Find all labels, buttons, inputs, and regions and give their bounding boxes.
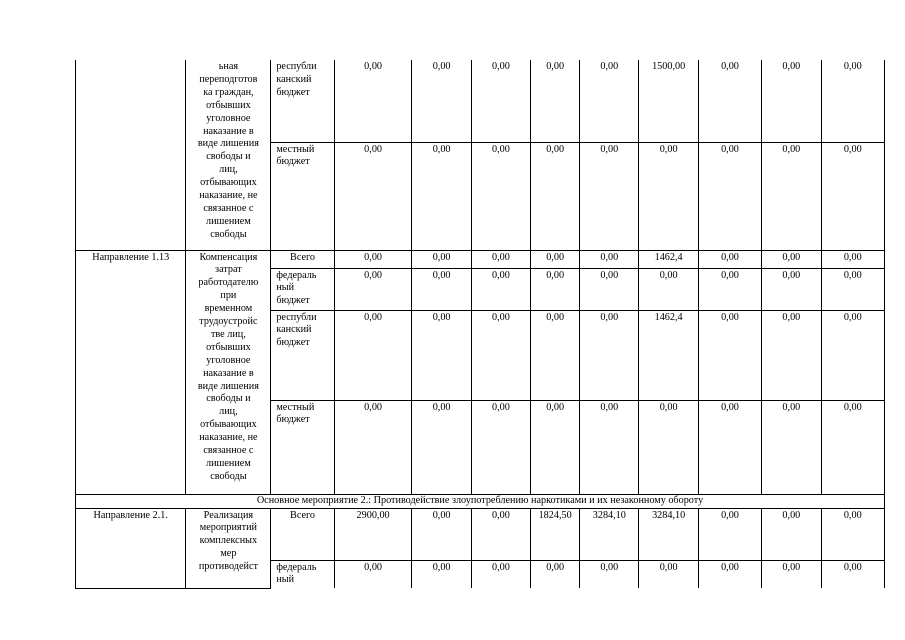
text-line: ка граждан, [203, 86, 254, 98]
value-cell: 2900,00 [334, 508, 412, 560]
value-cell: 0,00 [334, 560, 412, 588]
value-cell: 0,00 [580, 268, 639, 310]
value-cell: 0,00 [531, 142, 580, 250]
value-cell: 0,00 [531, 560, 580, 588]
text-line: ьная [218, 61, 239, 72]
value-cell: 0,00 [698, 268, 761, 310]
value-cell: 0,00 [334, 250, 412, 268]
text-line: бюджет [276, 86, 310, 98]
value-cell: 0,00 [531, 400, 580, 494]
text-line: отбывающих [200, 177, 257, 189]
text-line: лишением [206, 458, 251, 469]
text-line: работодателю [198, 277, 259, 289]
text-line: федераль [276, 269, 317, 281]
text-line: Всего [290, 251, 316, 263]
value-cell: 0,00 [698, 250, 761, 268]
text-line: бюджет [276, 337, 310, 349]
direction-cell [76, 250, 186, 494]
text-line: лиц, [219, 406, 238, 418]
text-line: уголовное [206, 112, 251, 124]
text-line: федераль [276, 561, 317, 573]
value-cell: 0,00 [639, 268, 698, 310]
value-cell: 0,00 [821, 310, 885, 400]
text-line: Всего [290, 509, 316, 521]
text-line: трудоустройс [199, 316, 258, 328]
text-line: отбывающих [200, 419, 257, 431]
text-line: уголовное [206, 354, 251, 366]
value-cell: 0,00 [639, 142, 698, 250]
value-cell: 0,00 [762, 250, 821, 268]
value-cell: 0,00 [762, 560, 821, 588]
funding-source-cell [271, 250, 334, 268]
text-line: Компенсация [199, 251, 258, 263]
text-line: бюджет [276, 156, 310, 168]
value-cell: 0,00 [762, 142, 821, 250]
value-cell: 1462,4 [639, 250, 698, 268]
value-cell: 0,00 [821, 560, 885, 588]
value-cell: 0,00 [334, 310, 412, 400]
value-cell: 0,00 [639, 400, 698, 494]
value-cell: 1500,00 [639, 60, 698, 142]
value-cell: 0,00 [471, 560, 530, 588]
value-cell: 0,00 [412, 142, 471, 250]
value-cell: 0,00 [762, 508, 821, 560]
value-cell: 0,00 [412, 400, 471, 494]
value-cell: 0,00 [821, 60, 885, 142]
value-cell: 0,00 [412, 268, 471, 310]
value-cell: 0,00 [471, 250, 530, 268]
value-cell: 0,00 [580, 250, 639, 268]
value-cell: 0,00 [334, 400, 412, 494]
section-heading: Основное мероприятие 2.: Противодействие злоупотреблению наркотиками и их незаконному обороту [76, 494, 885, 508]
text-line: переподготов [199, 73, 258, 85]
value-cell: 0,00 [821, 250, 885, 268]
description-cell [186, 508, 271, 588]
text-line: противодейст [198, 561, 258, 573]
value-cell: 0,00 [412, 508, 471, 560]
value-cell: 0,00 [821, 400, 885, 494]
text-line: при [220, 290, 237, 302]
value-cell: 0,00 [698, 560, 761, 588]
value-cell: 0,00 [531, 60, 580, 142]
value-cell: 1824,50 [531, 508, 580, 560]
direction-cell [76, 60, 186, 250]
value-cell: 0,00 [334, 268, 412, 310]
value-cell: 0,00 [698, 60, 761, 142]
value-cell: 0,00 [334, 142, 412, 250]
value-cell: 0,00 [580, 310, 639, 400]
section-row [76, 494, 885, 508]
value-cell: 0,00 [334, 60, 412, 142]
text-line: республи [276, 61, 317, 72]
direction-label: Направление 2.1. [93, 509, 168, 521]
text-line: свободы и [206, 393, 251, 405]
text-line: бюджет [276, 414, 310, 426]
value-cell: 0,00 [762, 400, 821, 494]
text-line: свободы [210, 470, 247, 482]
text-line: временном [204, 303, 253, 315]
text-line: местный [276, 143, 315, 155]
text-line: связанное с [203, 445, 254, 457]
value-cell: 3284,10 [580, 508, 639, 560]
value-cell: 0,00 [412, 250, 471, 268]
value-cell: 0,00 [471, 310, 530, 400]
table-row [76, 508, 885, 560]
value-cell: 0,00 [580, 560, 639, 588]
text-line: мероприятий [199, 522, 257, 534]
text-line: виде лишения [197, 380, 259, 392]
value-cell: 0,00 [639, 560, 698, 588]
text-line: тве лиц, [210, 328, 246, 340]
direction-label: Направление 1.13 [92, 251, 170, 263]
value-cell: 0,00 [580, 142, 639, 250]
value-cell: 0,00 [580, 60, 639, 142]
description-cell [186, 60, 271, 250]
value-cell: 0,00 [471, 508, 530, 560]
text-line: виде лишения [197, 138, 259, 150]
text-line: наказание в [203, 125, 254, 137]
value-cell: 0,00 [531, 310, 580, 400]
text-line: отбывших [206, 341, 251, 353]
value-cell: 0,00 [698, 508, 761, 560]
funding-source-cell [271, 508, 334, 560]
value-cell: 0,00 [531, 268, 580, 310]
text-line: Реализация [203, 509, 254, 521]
value-cell: 0,00 [471, 142, 530, 250]
text-line: затрат [215, 264, 242, 276]
value-cell: 1462,4 [639, 310, 698, 400]
table-row [76, 250, 885, 268]
budget-table [75, 60, 885, 589]
value-cell: 0,00 [531, 250, 580, 268]
value-cell: 0,00 [698, 142, 761, 250]
text-line: свободы и [206, 151, 251, 163]
text-line: канский [276, 324, 312, 336]
funding-source-cell [271, 60, 334, 142]
value-cell: 0,00 [580, 400, 639, 494]
value-cell: 0,00 [821, 142, 885, 250]
text-line: мер [220, 548, 237, 560]
text-line: наказание в [203, 367, 254, 379]
funding-source-cell [271, 268, 334, 310]
direction-cell [76, 508, 186, 588]
value-cell: 0,00 [471, 60, 530, 142]
description-cell [186, 250, 271, 494]
value-cell: 0,00 [698, 400, 761, 494]
funding-source-cell [271, 142, 334, 250]
text-line: канский [276, 73, 312, 85]
value-cell: 0,00 [762, 268, 821, 310]
text-line: свободы [210, 228, 247, 240]
text-line: отбывших [206, 99, 251, 111]
text-line: комплексных [199, 535, 258, 547]
funding-source-cell [271, 400, 334, 494]
funding-source-cell [271, 310, 334, 400]
text-line: лиц, [219, 164, 238, 176]
value-cell: 0,00 [821, 268, 885, 310]
value-cell: 0,00 [412, 560, 471, 588]
text-line: ный [276, 282, 295, 294]
funding-source-cell [271, 560, 334, 588]
value-cell: 0,00 [412, 60, 471, 142]
value-cell: 0,00 [821, 508, 885, 560]
value-cell: 0,00 [762, 310, 821, 400]
value-cell: 0,00 [471, 268, 530, 310]
value-cell: 0,00 [412, 310, 471, 400]
text-line: связанное с [203, 202, 254, 214]
text-line: ный [276, 574, 295, 586]
value-cell: 0,00 [471, 400, 530, 494]
value-cell: 3284,10 [639, 508, 698, 560]
text-line: местный [276, 401, 315, 413]
text-line: республи [276, 311, 317, 323]
text-line: лишением [206, 215, 251, 227]
value-cell: 0,00 [762, 60, 821, 142]
text-line: наказание, не [199, 190, 258, 202]
text-line: бюджет [276, 295, 310, 307]
table-row [76, 60, 885, 142]
text-line: наказание, не [199, 432, 258, 444]
value-cell: 0,00 [698, 310, 761, 400]
